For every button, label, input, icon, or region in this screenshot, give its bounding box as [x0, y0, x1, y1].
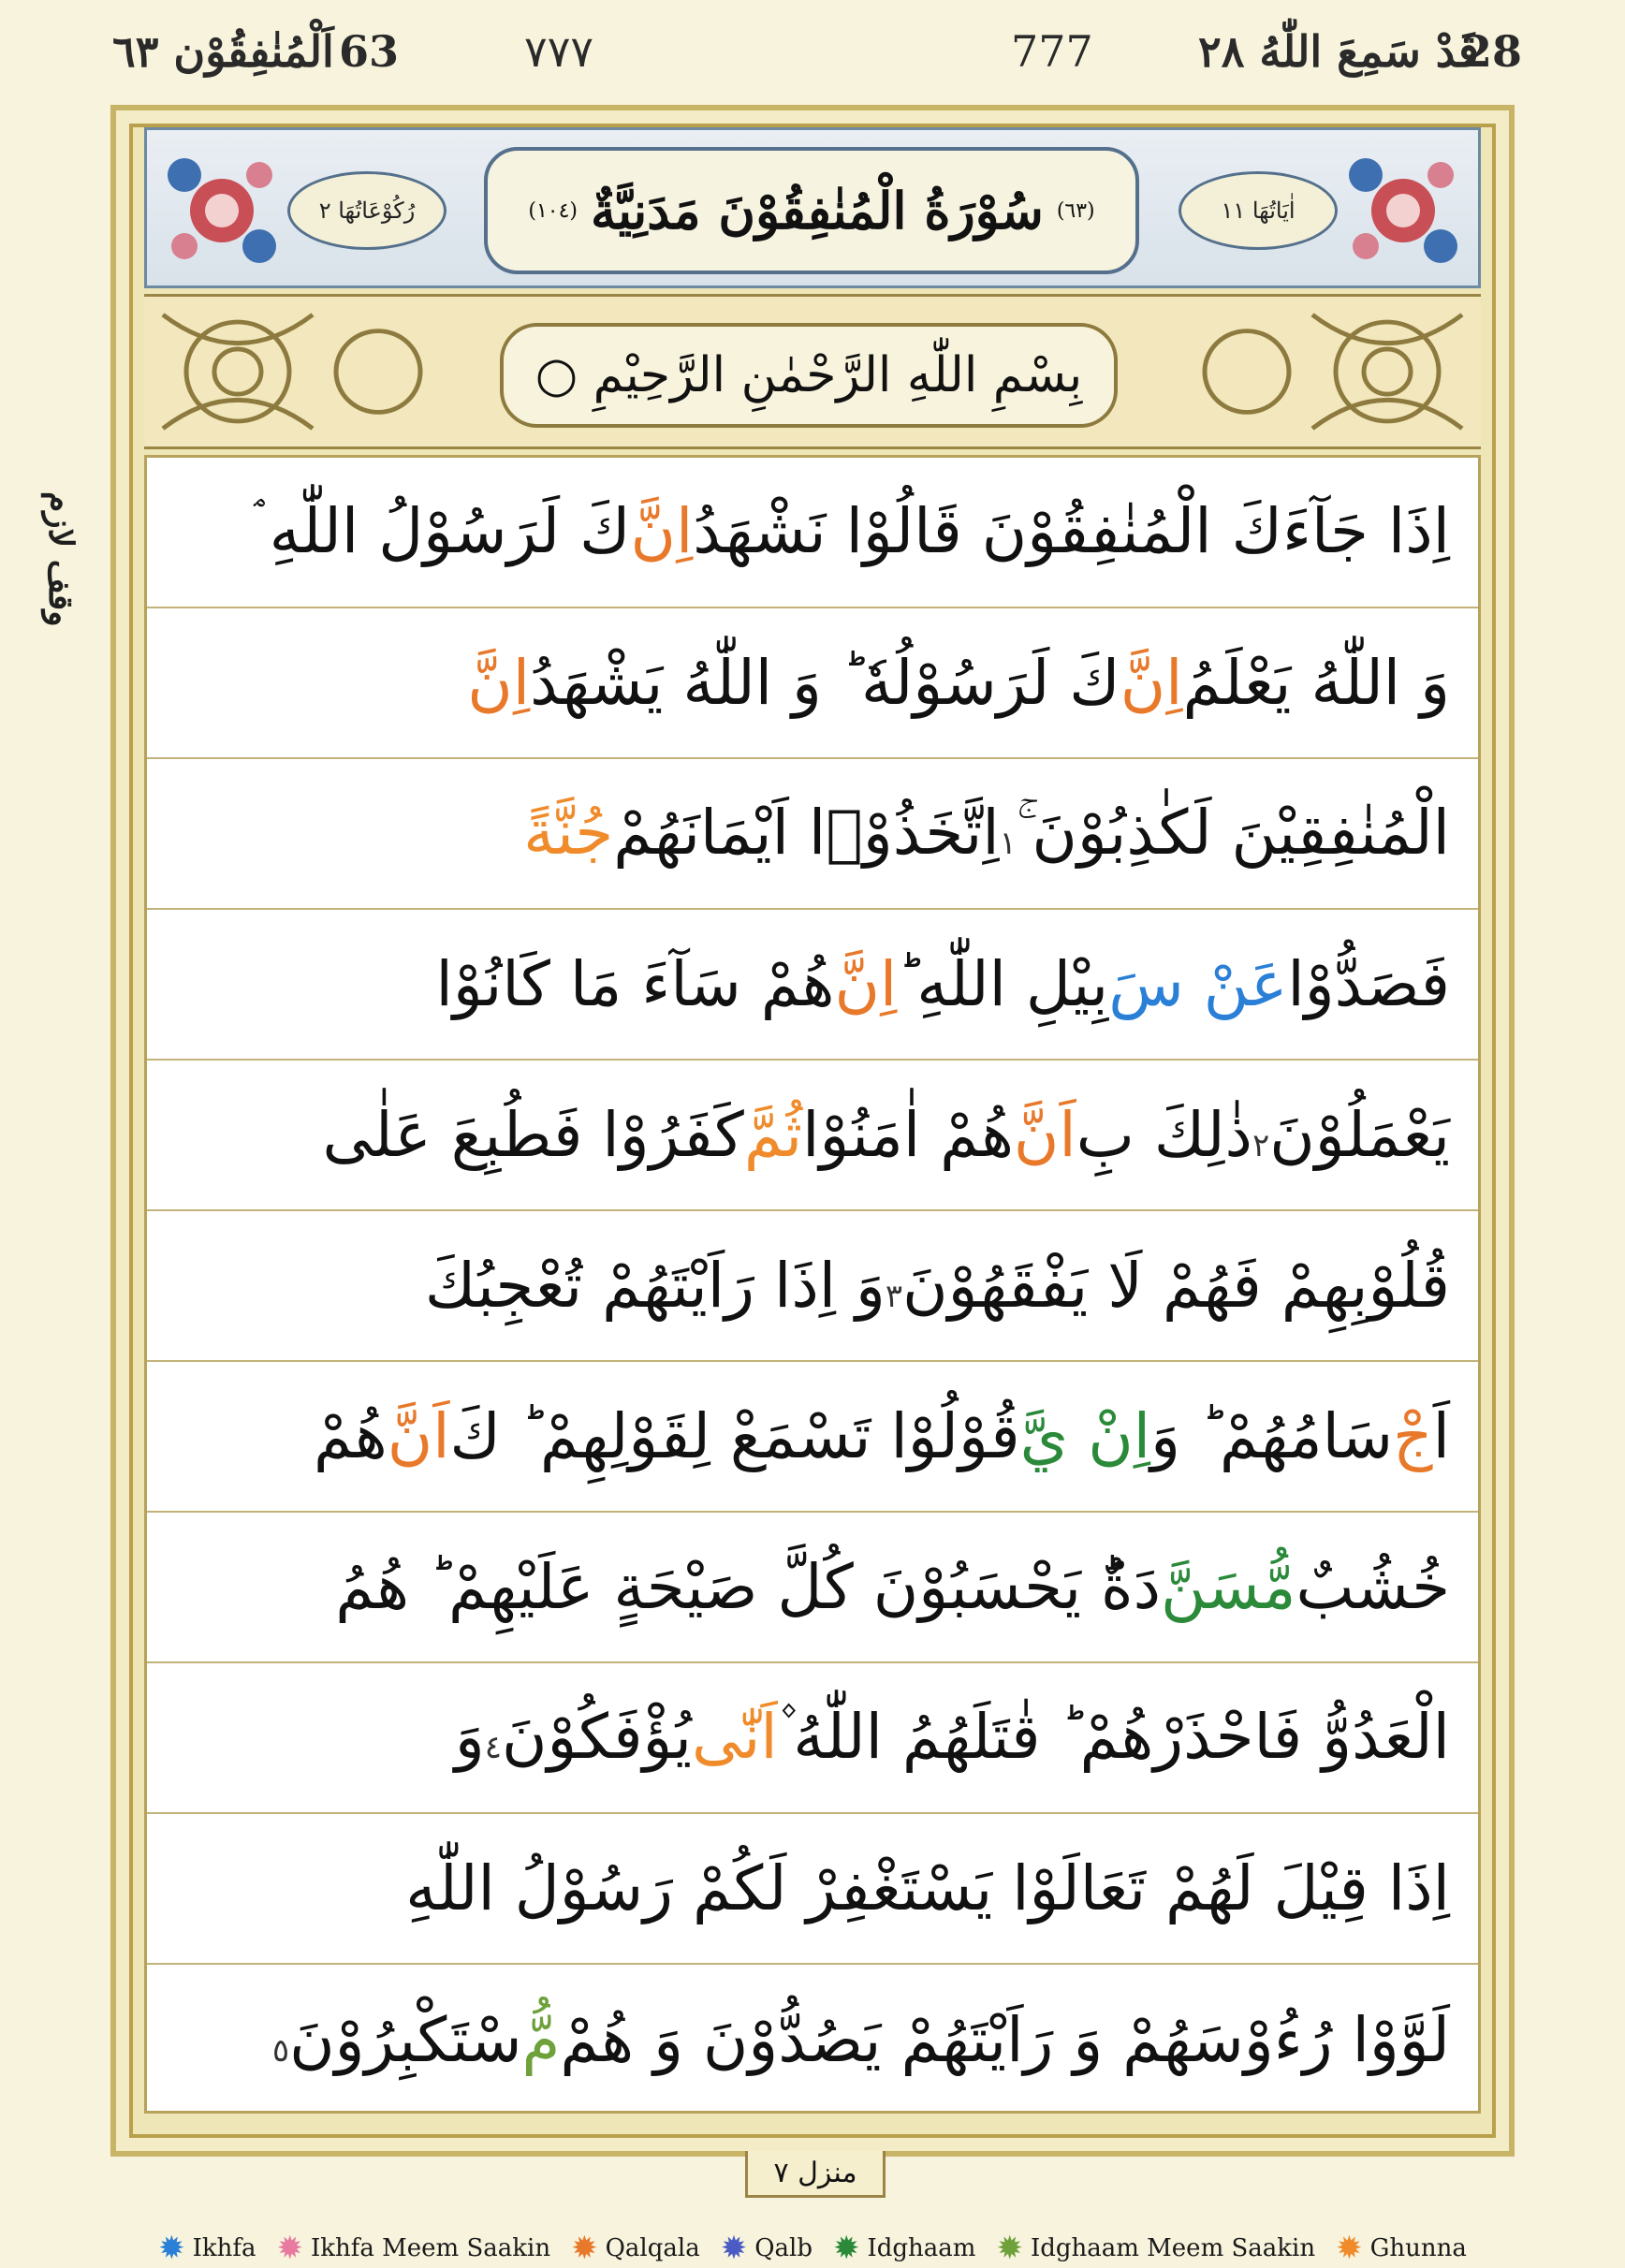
verse-segment: هُمْ: [314, 1400, 388, 1472]
bismillah-text: بِسْمِ اللّٰهِ الرَّحْمٰنِ الرَّحِيْمِ ○: [534, 347, 1083, 403]
verse-segment: الْمُنٰفِقِيْنَ لَكٰذِبُوْنَ ۚ: [1016, 797, 1450, 869]
legend-item: [276, 2230, 551, 2267]
manzil-tab: [745, 2151, 886, 2198]
ayah-number-marker: ٥: [271, 2032, 290, 2070]
verse-line: [147, 1513, 1478, 1663]
verse-segment: كَ لَرَسُوْلُ اللّٰهِ ۘ: [254, 495, 631, 567]
legend-item: [832, 2230, 976, 2267]
ayat-count-oval: [1178, 171, 1338, 250]
star-icon: ✹: [1336, 2230, 1363, 2267]
verse-segment: اَ: [1432, 1400, 1450, 1472]
surah-order: (٦٣): [1056, 198, 1095, 223]
verse-lines: [144, 455, 1481, 2114]
verse-line: [147, 1814, 1478, 1965]
ayah-number-marker: ٣: [885, 1278, 903, 1315]
floral-ornament-icon: [1338, 147, 1469, 274]
ayah-number-marker: ٢: [1252, 1127, 1270, 1164]
legend-label: Qalb: [754, 2234, 812, 2262]
floral-ornament-icon: [156, 147, 287, 274]
verse-segment: اِنْ يَّ: [1019, 1400, 1151, 1472]
verse-segment: قُوْلُوْا تَسْمَعْ لِقَوْلِهِمْ ؕ كَ: [449, 1400, 1020, 1472]
verse-segment: لَوَّوْا رُءُوْسَهُمْ وَ رَاَيْتَهُمْ يَصُدُّوْنَ وَ هُمْ: [560, 2004, 1450, 2076]
page-number: 777: [1011, 26, 1093, 77]
verse-segment: بِيْلِ اللّٰهِ ؕ: [897, 948, 1109, 1020]
ruku-count-oval: [287, 171, 447, 250]
verse-line: [147, 458, 1478, 608]
star-icon: ✹: [571, 2230, 598, 2267]
page-header: [0, 0, 1625, 105]
verse-line-text: [425, 1250, 1450, 1322]
page-number-arabic: ٧٧٧: [524, 26, 594, 77]
verse-segment: كَفَرُوْا فَطُبِعَ عَلٰى: [322, 1099, 744, 1171]
surah-number: 63: [339, 26, 400, 77]
juz-number: 28: [1462, 26, 1523, 77]
page-frame-inner: [144, 127, 1481, 2134]
verse-line-text: [322, 1099, 1450, 1171]
verse-segment: اِذَا جَآءَكَ الْمُنٰفِقُوْنَ قَالُوْا نَشْهَدُ: [693, 495, 1450, 567]
verse-segment: يَعْمَلُوْنَ: [1269, 1099, 1450, 1171]
legend-label: Ikhfa Meem Saakin: [311, 2234, 551, 2262]
verse-segment: كَ لَرَسُوْلُهٗ ؕ وَ اللّٰهُ يَشْهَدُ: [530, 647, 1120, 719]
verse-line-text: [314, 1400, 1450, 1472]
verse-segment: هُمْ سَآءَ مَا كَانُوْا: [435, 948, 835, 1020]
verse-segment: ذٰلِكَ بِ: [1076, 1099, 1252, 1171]
legend-item: [720, 2230, 812, 2267]
star-icon: ✹: [158, 2230, 185, 2267]
surah-name-arabic: اَلْمُنٰفِقُوْن ٦٣: [112, 26, 334, 77]
verse-line: [147, 1061, 1478, 1211]
verse-line: [147, 1362, 1478, 1513]
verse-segment: اِنَّ: [467, 647, 531, 719]
surah-title-band: [144, 127, 1481, 288]
star-icon: ✹: [276, 2230, 303, 2267]
verse-segment: اِنَّ: [834, 948, 898, 1020]
verse-segment: وَ: [454, 1701, 485, 1773]
verse-line-text: [405, 1852, 1450, 1924]
verse-segment: ثُمَّ: [743, 1099, 803, 1171]
verse-segment: سَامُهُمْ ؕ وَ: [1150, 1400, 1394, 1472]
surah-title-plate: [484, 147, 1139, 274]
verse-segment: سْتَكْبِرُوْنَ: [289, 2004, 522, 2076]
verse-segment: جُنَّةً: [523, 797, 614, 869]
verse-segment: قُلُوْبِهِمْ فَهُمْ لَا يَفْقَهُوْنَ: [902, 1250, 1450, 1322]
bismillah-plate: [500, 323, 1118, 428]
verse-line-text: [335, 1551, 1450, 1623]
verse-segment: اَنَّ: [387, 1400, 450, 1472]
verse-segment: اِذَا قِيْلَ لَهُمْ تَعَالَوْا يَسْتَغْفِرْ لَكُمْ رَسُوْلُ اللّٰهِ: [405, 1852, 1450, 1924]
legend-label: Qalqala: [605, 2234, 700, 2262]
revelation-order: (١٠٤): [528, 198, 578, 223]
juz-name-arabic: قَدْ سَمِعَ اللّٰهُ ٢٨: [1198, 26, 1479, 77]
verse-segment: فَصَدُّوْا: [1287, 948, 1450, 1020]
verse-segment: وَ اِذَا رَاَيْتَهُمْ تُعْجِبُكَ: [424, 1250, 886, 1322]
ayah-number-marker: ٤: [484, 1729, 502, 1766]
legend-label: Idghaam Meem Saakin: [1030, 2234, 1316, 2262]
verse-line: [147, 608, 1478, 759]
verse-segment: دَةٌ: [1101, 1551, 1162, 1623]
star-icon: ✹: [720, 2230, 748, 2267]
waqf-lazim-note: وقف لازم: [41, 491, 81, 627]
star-icon: ✹: [832, 2230, 860, 2267]
verse-line-text: [467, 647, 1450, 719]
verse-line-text: [436, 948, 1450, 1020]
verse-line: [147, 1965, 1478, 2115]
verse-line-text: [523, 797, 1450, 871]
verse-line: [147, 759, 1478, 910]
verse-segment: مُّ: [521, 2004, 561, 2076]
verse-segment: اِتَّخَذُوْۤا اَيْمَانَهُمْ: [613, 797, 1000, 869]
legend-item: [1336, 2230, 1467, 2267]
verse-segment: جْ: [1393, 1400, 1433, 1472]
verse-segment: الْعَدُوُّ فَاحْذَرْهُمْ ؕ قٰتَلَهُمُ اللّٰهُ ۫: [777, 1701, 1450, 1773]
verse-line: [147, 910, 1478, 1061]
verse-line: [147, 1211, 1478, 1362]
legend-label: Ghunna: [1369, 2234, 1467, 2262]
verse-line: [147, 1663, 1478, 1814]
verse-line-text: [272, 2004, 1450, 2076]
bismillah-band: [144, 294, 1481, 449]
ruku-label: رُكُوْعَاتُهَا ٢: [318, 198, 416, 224]
legend-item: [996, 2230, 1316, 2267]
tajweed-legend: [0, 2230, 1625, 2267]
legend-item: [571, 2230, 700, 2267]
legend-label: Ikhfa: [192, 2234, 256, 2262]
verse-segment: اَنّٰى: [692, 1701, 778, 1773]
verse-line-text: [254, 495, 1450, 569]
verse-segment: ؕ يَحْسَبُوْنَ كُلَّ صَيْحَةٍ عَلَيْهِمْ ؕ هُمُ: [335, 1551, 1102, 1623]
verse-segment: مُّسَنَّ: [1161, 1551, 1296, 1623]
verse-segment: اَنَّ: [1013, 1099, 1076, 1171]
verse-segment: خُشُبٌ: [1296, 1551, 1450, 1623]
verse-segment: اِنَّ: [630, 495, 694, 567]
legend-item: [158, 2230, 256, 2267]
star-icon: ✹: [996, 2230, 1023, 2267]
page-frame: [110, 105, 1515, 2157]
verse-segment: عَنْ سَ: [1108, 948, 1288, 1020]
surah-title: سُوْرَةُ الْمُنٰفِقُوْنَ مَدَنِيَّةٌ: [591, 181, 1044, 241]
ayat-label: اٰيَاتُهَا ١١: [1221, 198, 1296, 224]
legend-label: Idghaam: [867, 2234, 976, 2262]
manzil-label: منزل ٧: [773, 2157, 857, 2189]
ayah-number-marker: ١: [999, 825, 1017, 862]
verse-segment: هُمْ اٰمَنُوْا: [802, 1099, 1014, 1171]
verse-segment: اِنَّ: [1120, 647, 1183, 719]
verse-segment: يُؤْفَكُوْنَ: [501, 1701, 693, 1773]
verse-line-text: [455, 1701, 1450, 1775]
verse-segment: وَ اللّٰهُ يَعْلَمُ: [1182, 647, 1450, 719]
